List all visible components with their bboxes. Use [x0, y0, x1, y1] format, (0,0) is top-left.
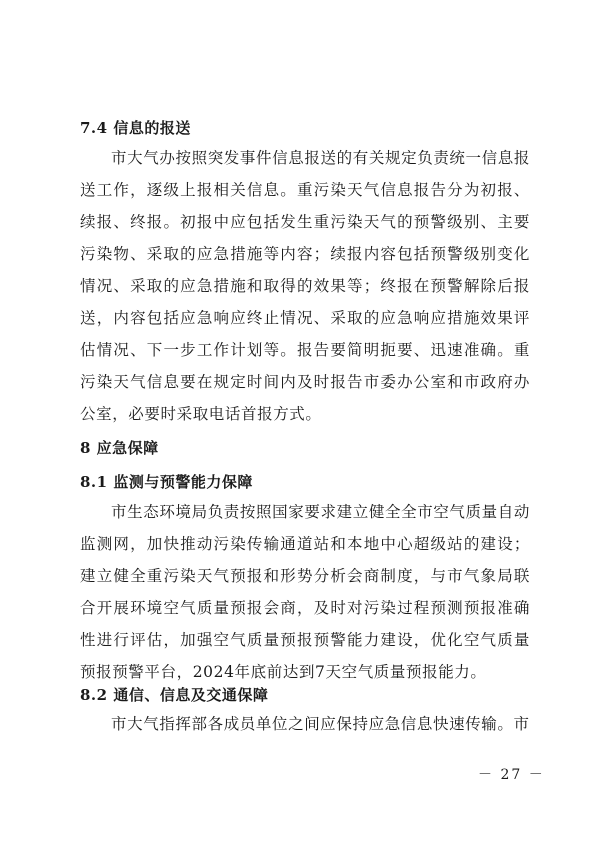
- section-8-2-body: 市大气指挥部各成员单位之间应保持应急信息快速传输。市: [111, 715, 530, 733]
- section-8-1-body: 市生态环境局负责按照国家要求建立健全全市空气质量自动监测网，加快推动污染传输通道站和本地中心超级站的建设；建立健全重污染天气预报和形势分析会商制度，与市气象局联合开展环境空气质量预报会商，及时对污染过程预测预报准确性进行评估，加强空气质量预报预警能力建设，优化空气质量预报预警平台，2024年底前达到7天空气质量预报能力。: [80, 503, 530, 681]
- page-number: － 27 －: [478, 767, 545, 783]
- section-8-2-heading: 8.2 通信、信息及交通保障: [80, 686, 269, 704]
- section-7-4-heading: 7.4 信息的报送: [80, 119, 191, 137]
- section-8-heading: 8 应急保障: [80, 439, 159, 457]
- section-7-4-body: 市大气办按照突发事件信息报送的有关规定负责统一信息报送工作，逐级上报相关信息。重污染天气信息报告分为初报、续报、终报。初报中应包括发生重污染天气的预警级别、主要污染物、采取的应急措施等内容；续报内容包括预警级别变化情况、采取的应急措施和取得的效果等；终报在预警解除后报送，内容包括应急响应终止情况、采取的应急响应措施效果评估情况、下一步工作计划等。报告要简明扼要、迅速准确。重污染天气信息要在规定时间内及时报告市委办公室和市政府办公室，必要时采取电话首报方式。: [80, 149, 530, 423]
- section-8-1-heading: 8.1 监测与预警能力保障: [80, 473, 253, 491]
